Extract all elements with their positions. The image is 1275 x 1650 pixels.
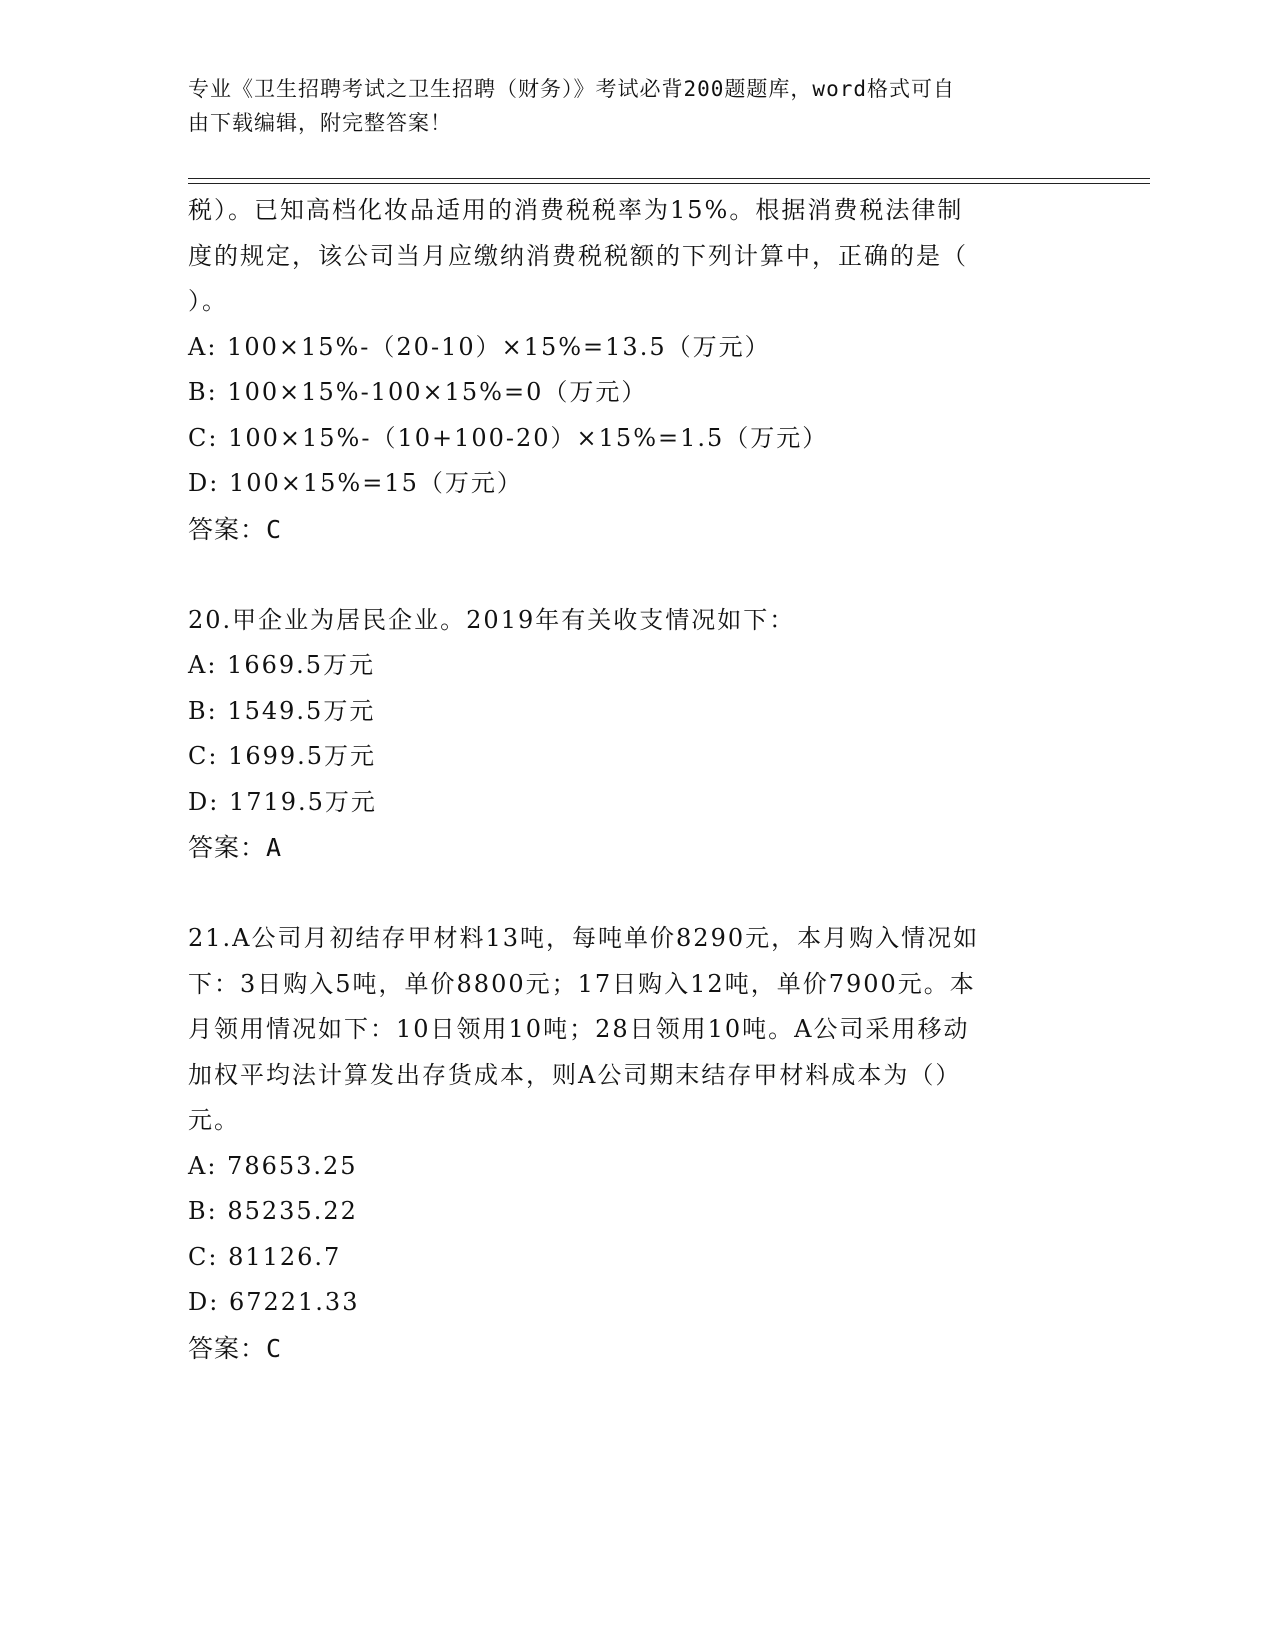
header-line-2: 由下载编辑，附完整答案！ bbox=[188, 111, 452, 135]
question-stem-line: 加权平均法计算发出存货成本，则A公司期末结存甲材料成本为（） bbox=[188, 1060, 962, 1089]
answer: 答案：C bbox=[188, 514, 283, 544]
question-19 bbox=[188, 188, 1088, 552]
question-21 bbox=[188, 916, 1088, 1371]
question-stem-line: 元。 bbox=[188, 1106, 240, 1134]
question-stem-line: ）。 bbox=[188, 287, 228, 315]
header-divider-top bbox=[188, 178, 1150, 179]
document-header bbox=[188, 72, 1068, 140]
answer: 答案：A bbox=[188, 833, 283, 862]
question-stem-line: 20.甲企业为居民企业。2019年有关收支情况如下： bbox=[188, 605, 796, 634]
option-c: C: 1699.5万元 bbox=[188, 742, 377, 770]
option-c: C: 100×15%-（10+100-20）×15%=1.5（万元） bbox=[188, 423, 829, 452]
option-b: B: 85235.22 bbox=[188, 1197, 358, 1225]
question-20 bbox=[188, 598, 1088, 871]
header-line-1: 专业《卫生招聘考试之卫生招聘（财务）》考试必背200题题库，word格式可自 bbox=[188, 77, 955, 101]
question-content bbox=[188, 188, 1088, 1371]
spacer bbox=[188, 871, 1088, 917]
option-c: C: 81126.7 bbox=[188, 1242, 342, 1271]
option-d: D: 100×15%=15（万元） bbox=[188, 469, 523, 497]
option-a: A: 78653.25 bbox=[188, 1151, 358, 1180]
option-d: D: 67221.33 bbox=[188, 1288, 360, 1316]
spacer bbox=[188, 552, 1088, 598]
option-d: D: 1719.5万元 bbox=[188, 787, 377, 816]
option-b: B: 100×15%-100×15%=0（万元） bbox=[188, 378, 648, 406]
question-stem-line: 21.A公司月初结存甲材料13吨，每吨单价8290元，本月购入情况如 bbox=[188, 924, 980, 952]
answer: 答案：C bbox=[188, 1333, 283, 1363]
option-a: A: 1669.5万元 bbox=[188, 651, 376, 679]
question-stem-line: 度的规定，该公司当月应缴纳消费税税额的下列计算中，正确的是（ bbox=[188, 241, 968, 270]
option-b: B: 1549.5万元 bbox=[188, 696, 376, 725]
header-divider-bottom bbox=[188, 183, 1150, 184]
option-a: A: 100×15%-（20-10）×15%=13.5（万元） bbox=[188, 332, 771, 361]
question-stem-line: 下：3日购入5吨，单价8800元；17日购入12吨，单价7900元。本 bbox=[188, 969, 976, 998]
question-stem-line: 税）。已知高档化妆品适用的消费税税率为15%。根据消费税法律制 bbox=[188, 196, 964, 224]
question-stem-line: 月领用情况如下：10日领用10吨；28日领用10吨。A公司采用移动 bbox=[188, 1015, 970, 1043]
